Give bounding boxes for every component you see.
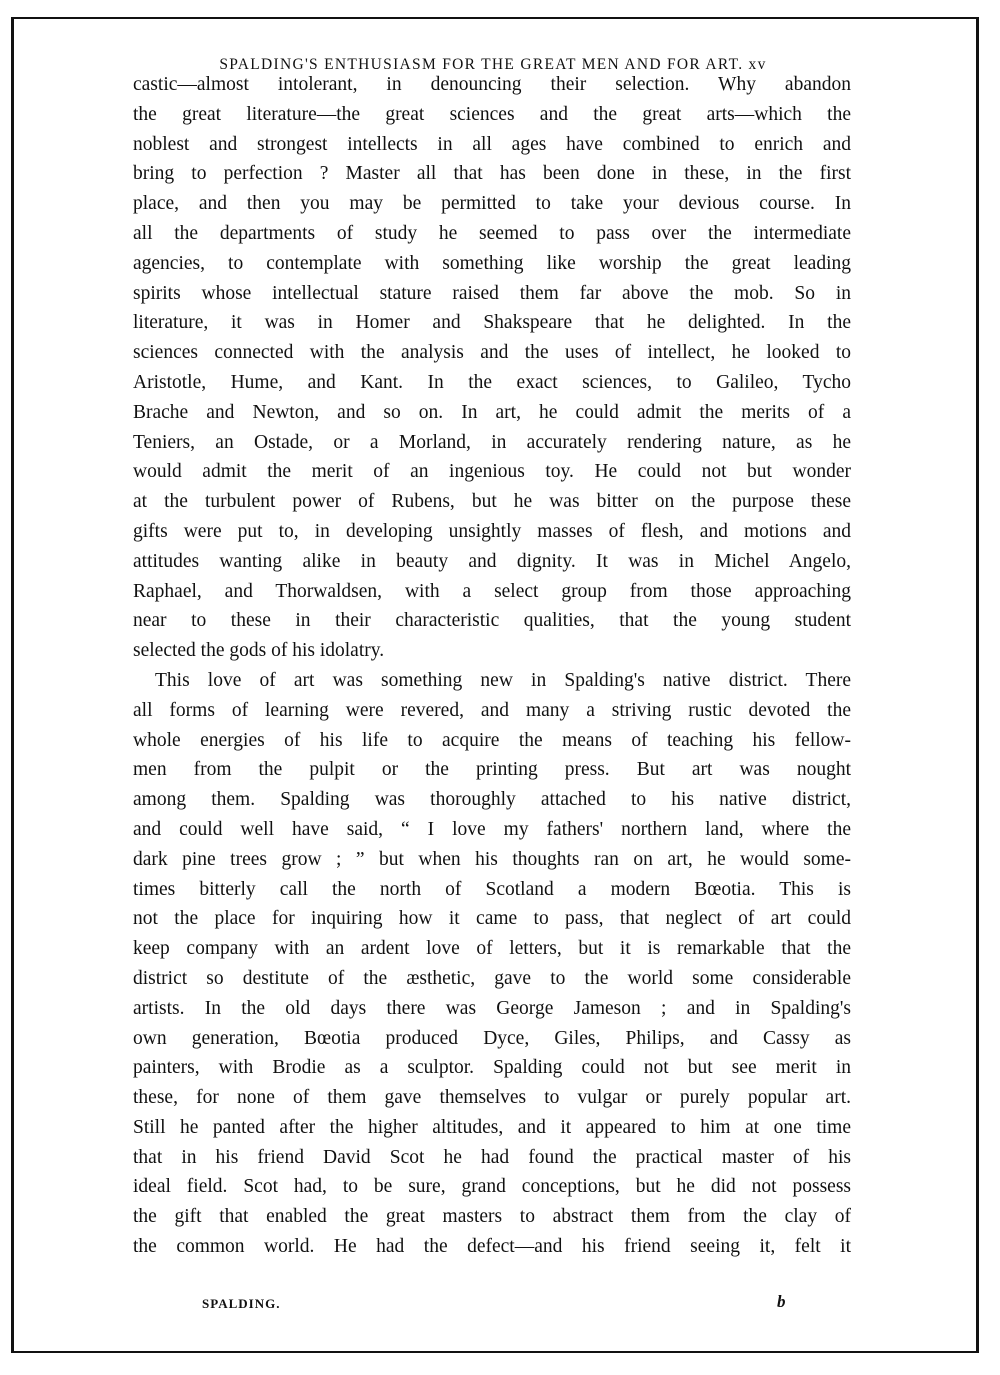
text-line: ideal field. Scot had, to be sure, grand conceptions, but he did not possess — [133, 1176, 851, 1198]
text-line: not the place for inquiring how it came to pass, that neglect of art could — [133, 908, 851, 930]
text-line: would admit the merit of an ingenious toy. He could not but wonder — [133, 461, 851, 483]
text-line: the gift that enabled the great masters to abstract them from the clay of — [133, 1206, 851, 1228]
text-line: near to these in their characteristic qualities, that the young student — [133, 610, 851, 632]
text-line: place, and then you may be permitted to take your devious course. In — [133, 193, 851, 215]
text-line: Raphael, and Thorwaldsen, with a select group from those approaching — [133, 580, 851, 602]
text-line: keep company with an ardent love of letters, but it is remarkable that the — [133, 938, 851, 960]
text-line: all forms of learning were revered, and many a striving rustic devoted the — [133, 699, 851, 721]
text-line: these, for none of them gave themselves to vulgar or purely popular art. — [133, 1087, 851, 1109]
text-line: agencies, to contemplate with something like worship the great leading — [133, 252, 851, 274]
text-line: sciences connected with the analysis and the uses of intellect, he looked to — [133, 342, 851, 364]
text-line: This love of art was something new in Spalding's native district. There — [155, 669, 851, 691]
text-line: Still he panted after the higher altitudes, and it appeared to him at one time — [133, 1116, 851, 1138]
text-line: selected the gods of his idolatry. — [133, 640, 385, 662]
text-line: noblest and strongest intellects in all ages have combined to enrich and — [133, 133, 851, 155]
text-line: literature, it was in Homer and Shakspeare that he delighted. In the — [133, 312, 851, 334]
text-line: Teniers, an Ostade, or a Morland, in accurately rendering nature, as he — [133, 431, 851, 453]
text-line: the common world. He had the defect—and his friend seeing it, felt it — [133, 1236, 851, 1258]
text-line: own generation, Bœotia produced Dyce, Giles, Philips, and Cassy as — [133, 1027, 851, 1049]
text-line: dark pine trees grow ; ” but when his thoughts ran on art, he would some- — [133, 848, 851, 870]
text-line: and could well have said, “ I love my fathers' northern land, where the — [133, 818, 851, 840]
text-line: at the turbulent power of Rubens, but he was bitter on the purpose these — [133, 491, 851, 513]
text-line: men from the pulpit or the printing press. But art was nought — [133, 759, 851, 781]
text-line: the great literature—the great sciences and the great arts—which the — [133, 103, 851, 125]
text-line: times bitterly call the north of Scotland a modern Bœotia. This is — [133, 878, 851, 900]
text-line: all the departments of study he seemed to pass over the intermediate — [133, 222, 851, 244]
text-line: painters, with Brodie as a sculptor. Spalding could not but see merit in — [133, 1057, 851, 1079]
text-line: attitudes wanting alike in beauty and dignity. It was in Michel Angelo, — [133, 550, 851, 572]
signature-mark: b — [777, 1292, 786, 1311]
text-line: castic—almost intolerant, in denouncing their selection. Why abandon — [133, 74, 851, 95]
text-line: that in his friend David Scot he had found the practical master of his — [133, 1146, 851, 1168]
text-line: whole energies of his life to acquire the means of teaching his fellow- — [133, 729, 851, 751]
text-line: among them. Spalding was thoroughly attached to his native district, — [133, 789, 851, 811]
text-line: artists. In the old days there was George Jameson ; and in Spalding's — [133, 997, 851, 1019]
signature-title: SPALDING. — [202, 1296, 281, 1311]
page-body — [133, 70, 851, 1262]
text-line: spirits whose intellectual stature raised them far above the mob. So in — [133, 282, 851, 304]
running-head: SPALDING'S ENTHUSIASM FOR THE GREAT MEN AND FOR ART. xv — [219, 56, 767, 73]
text-line: Brache and Newton, and so on. In art, he could admit the merits of a — [133, 401, 851, 423]
text-line: gifts were put to, in developing unsightly masses of flesh, and motions and — [133, 520, 851, 542]
text-line: Aristotle, Hume, and Kant. In the exact sciences, to Galileo, Tycho — [133, 371, 851, 393]
text-line: district so destitute of the æsthetic, gave to the world some considerable — [133, 967, 851, 989]
text-line: bring to perfection ? Master all that has been done in these, in the first — [133, 163, 851, 185]
